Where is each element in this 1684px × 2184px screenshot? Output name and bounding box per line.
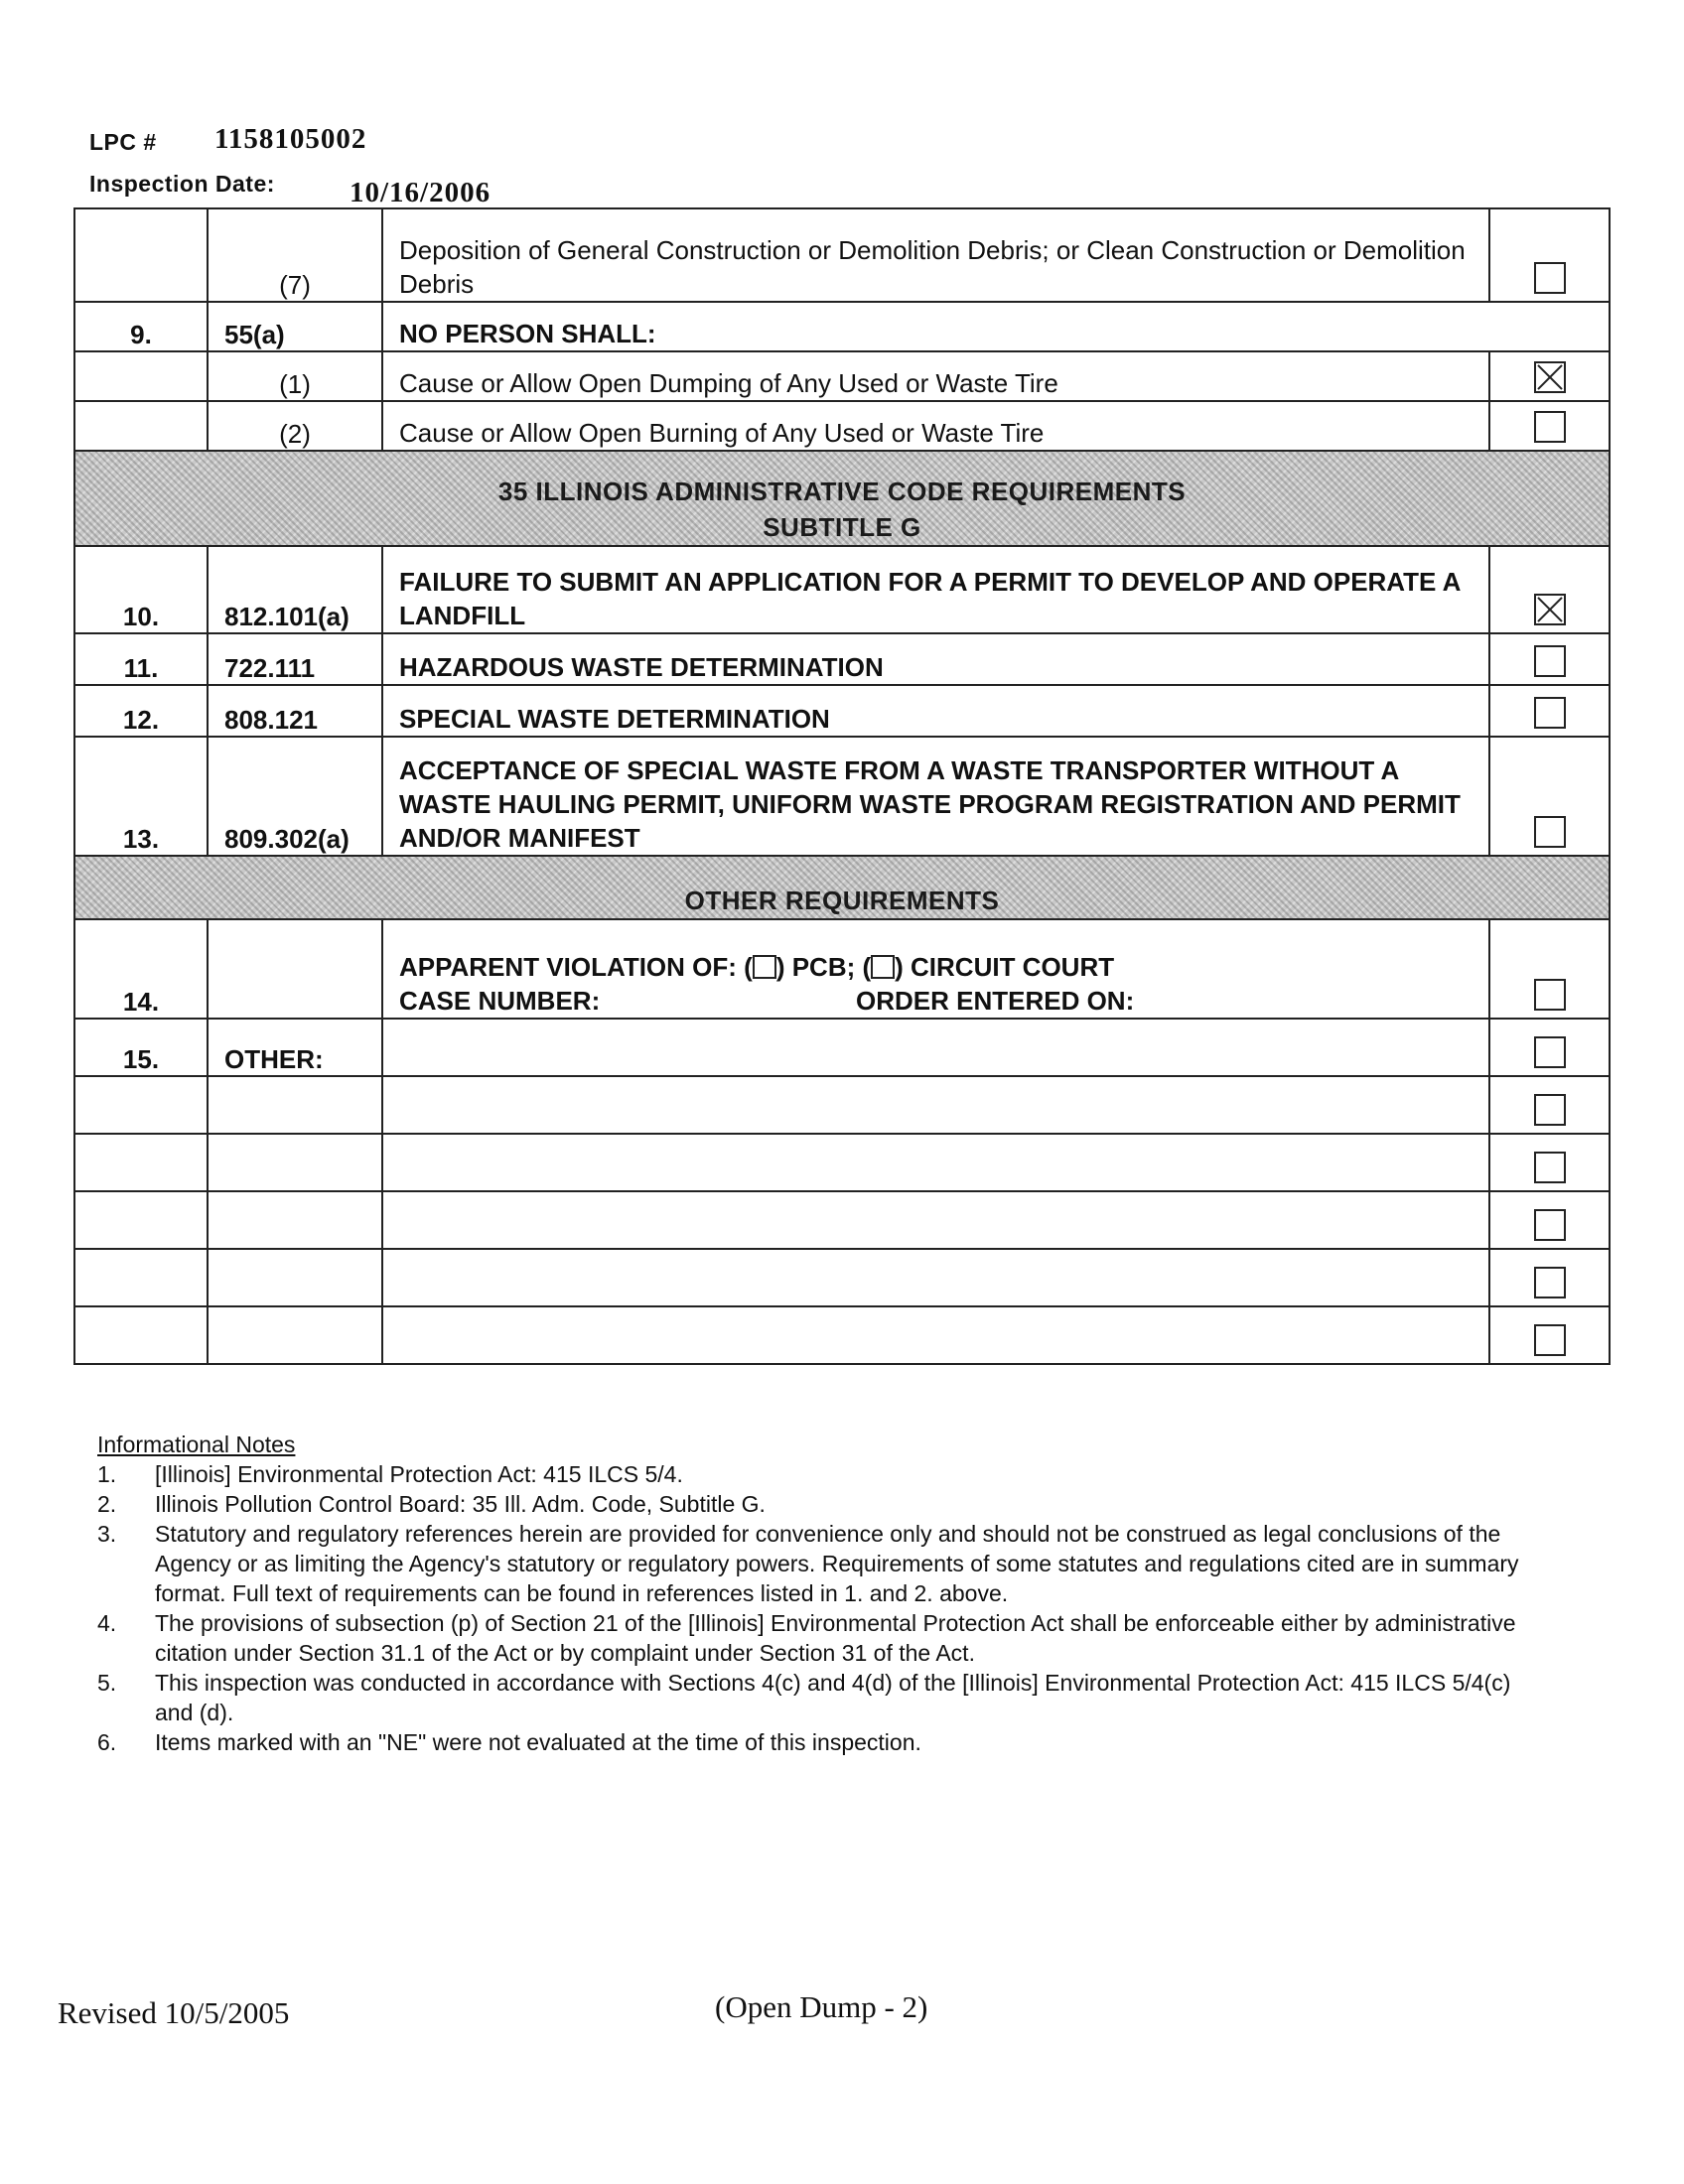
row-description: SPECIAL WASTE DETERMINATION — [382, 685, 1489, 737]
section-reference: OTHER: — [208, 1019, 382, 1076]
row-description: NO PERSON SHALL: — [382, 302, 1610, 351]
checked-checkbox[interactable] — [1534, 594, 1566, 625]
section-reference: 808.121 — [208, 685, 382, 737]
table-row — [74, 685, 1610, 737]
table-row — [74, 1191, 1610, 1249]
checkbox[interactable] — [1534, 411, 1566, 443]
subsection-number: (2) — [208, 401, 382, 451]
section-reference: 809.302(a) — [208, 737, 382, 856]
table-row — [74, 737, 1610, 856]
row-description: ACCEPTANCE OF SPECIAL WASTE FROM A WASTE TRANSPORTER WITHOUT A WASTE HAULING PERMIT, UNIFORM WASTE PROGRAM REGISTRATION AND PERMIT AND/OR MANIFEST — [382, 737, 1489, 856]
note-item: 3. Statutory and regulatory references herein are provided for convenience only and should not be construed as legal conclusions of the Agency or as limiting the Agency's statutory or regulatory powers. Requirements of some statutes and regulations cited are in summary format. Full text of requirements can be found in references listed in 1. and 2. above. — [97, 1521, 1519, 1606]
row-description: Cause or Allow Open Dumping of Any Used or Waste Tire — [382, 351, 1489, 401]
checkbox[interactable] — [1534, 1267, 1566, 1298]
order-entered-label: ORDER ENTERED ON: — [856, 986, 1135, 1016]
banner-subtitle: SUBTITLE G — [763, 512, 921, 542]
table-row — [74, 633, 1610, 685]
checked-checkbox[interactable] — [1534, 361, 1566, 393]
inspection-date-value: 10/16/2006 — [350, 177, 491, 208]
note-item: 2. Illinois Pollution Control Board: 35 Ill. Adm. Code, Subtitle G. — [97, 1491, 766, 1517]
banner-title: 35 ILLINOIS ADMINISTRATIVE CODE REQUIREMENTS — [497, 477, 1187, 506]
pcb-checkbox[interactable] — [753, 955, 776, 979]
table-row — [74, 302, 1610, 351]
checkbox[interactable] — [1534, 1036, 1566, 1068]
other-entry-field[interactable] — [382, 1076, 1489, 1134]
checkbox[interactable] — [1534, 1094, 1566, 1126]
checkbox[interactable] — [1534, 645, 1566, 677]
inspection-date-label: Inspection Date: — [89, 171, 275, 197]
table-row — [74, 546, 1610, 633]
table-row — [74, 1019, 1610, 1076]
checkbox[interactable] — [1534, 697, 1566, 729]
section-banner — [74, 856, 1610, 919]
other-entry-field[interactable] — [382, 1134, 1489, 1191]
item-number: 10. — [74, 546, 208, 633]
note-item: 6. Items marked with an "NE" were not evaluated at the time of this inspection. — [97, 1729, 921, 1755]
checkbox[interactable] — [1534, 262, 1566, 294]
notes-title: Informational Notes — [97, 1432, 296, 1457]
section-reference: 722.111 — [208, 633, 382, 685]
section-reference: 812.101(a) — [208, 546, 382, 633]
requirements-table — [73, 207, 1611, 1365]
revised-date: Revised 10/5/2005 — [58, 1995, 290, 2030]
other-entry-field[interactable] — [382, 1019, 1489, 1076]
checkbox[interactable] — [1534, 1152, 1566, 1183]
table-row — [74, 919, 1610, 1019]
subsection-number: (1) — [208, 351, 382, 401]
item-number: 14. — [74, 919, 208, 1019]
note-item: 1. [Illinois] Environmental Protection Act: 415 ILCS 5/4. — [97, 1461, 683, 1487]
row-description: HAZARDOUS WASTE DETERMINATION — [382, 633, 1489, 685]
checkbox[interactable] — [1534, 979, 1566, 1011]
page-label: (Open Dump - 2) — [715, 1989, 928, 2024]
row-description: FAILURE TO SUBMIT AN APPLICATION FOR A PERMIT TO DEVELOP AND OPERATE A LANDFILL — [382, 546, 1489, 633]
banner-title: OTHER REQUIREMENTS — [74, 856, 1610, 919]
checkbox[interactable] — [1534, 1209, 1566, 1241]
table-row — [74, 351, 1610, 401]
section-banner — [74, 451, 1610, 546]
case-number-label: CASE NUMBER: — [399, 986, 601, 1016]
item-number: 12. — [74, 685, 208, 737]
apparent-violation-label: APPARENT VIOLATION OF: ( — [399, 952, 753, 982]
item-number: 11. — [74, 633, 208, 685]
checkbox[interactable] — [1534, 1324, 1566, 1356]
circuit-court-label: ) CIRCUIT COURT — [895, 952, 1115, 982]
table-row — [74, 401, 1610, 451]
item-number: 15. — [74, 1019, 208, 1076]
table-row — [74, 208, 1610, 302]
pcb-label: ) PCB; ( — [775, 952, 872, 982]
row-description: Deposition of General Construction or Demolition Debris; or Clean Construction or Demolition Debris — [382, 208, 1489, 302]
row-description: Cause or Allow Open Burning of Any Used or Waste Tire — [382, 401, 1489, 451]
circuit-court-checkbox[interactable] — [871, 955, 895, 979]
other-entry-field[interactable] — [382, 1191, 1489, 1249]
table-row — [74, 1249, 1610, 1306]
table-row — [74, 1076, 1610, 1134]
other-entry-field[interactable] — [382, 1306, 1489, 1364]
table-row — [74, 1134, 1610, 1191]
item-number: 13. — [74, 737, 208, 856]
other-entry-field[interactable] — [382, 1249, 1489, 1306]
subsection-number: (7) — [208, 208, 382, 302]
note-item: 5. This inspection was conducted in accordance with Sections 4(c) and 4(d) of the [Illinois] Environmental Protection Act: 415 ILCS 5/4(c) and (d). — [97, 1670, 1511, 1725]
section-reference: 55(a) — [208, 302, 382, 351]
lpc-number: 1158105002 — [214, 123, 367, 155]
item-number: 9. — [74, 302, 208, 351]
informational-notes — [97, 1430, 1527, 1757]
checkbox[interactable] — [1534, 816, 1566, 848]
note-item: 4. The provisions of subsection (p) of Section 21 of the [Illinois] Environmental Protection Act shall be enforceable either by administrative citation under Section 31.1 of the Act or by complaint under Section 31 of the Act. — [97, 1610, 1516, 1666]
lpc-label: LPC # — [89, 129, 157, 155]
table-row — [74, 1306, 1610, 1364]
